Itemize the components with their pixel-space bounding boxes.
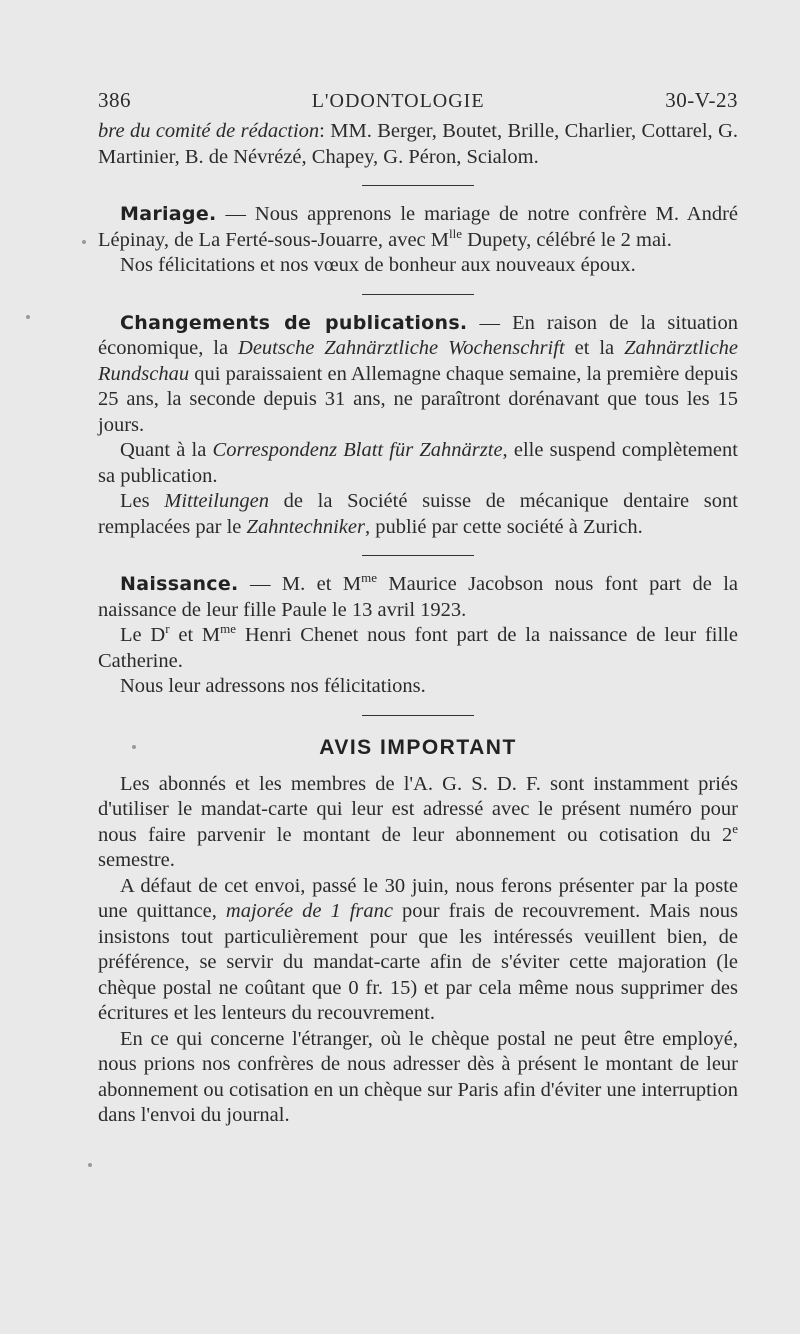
avis-paragraph-2: A défaut de cet envoi, passé le 30 juin, nous ferons présenter par la poste une quittance, majorée de 1 franc pour frais de recouvrement. Mais nous insistons tout particulièrement pour que les intéressés veuillent bien, de préférence, se servir du mandat-carte afin de s'éviter cette majoration (le chèque postal ne coûtant que 0 fr. 15) et par cela même nous supprimer des écritures et les lenteurs du recouvrement.: [98, 874, 739, 1024]
naissance-paragraph-2: Le $D^r$ et $M^{me}$ Henri Chenet nous font part de la naissance de leur fille Catherine.: [98, 621, 738, 672]
document-page: [98, 88, 738, 1129]
scan-speck: [26, 315, 30, 319]
divider: [362, 294, 474, 295]
changements-paragraph-3: Les Mitteilungen de la Société suisse de mécanique dentaire sont remplacées par le Zahntechniker, publié par cette société à Zurich.: [98, 490, 738, 538]
mariage-paragraph: Mariage. — Nous apprenons le mariage de notre confrère M. André Lépinay, de La Ferté-sous-Jouarre, avec $M^{lle}$ Dupety, célébré le 2 mai.: [98, 203, 738, 251]
scan-speck: [82, 240, 86, 244]
scan-speck: [132, 745, 136, 749]
divider: [362, 555, 474, 556]
avis-title: AVIS IMPORTANT: [319, 735, 517, 759]
naissance-heading: Naissance.: [120, 573, 239, 595]
mariage-heading: Mariage.: [120, 203, 217, 225]
page-number: 386: [98, 88, 131, 112]
naissance-paragraph-3: Nous leur adressons nos félicitations.: [120, 675, 426, 697]
issue-date: 30-V-23: [665, 88, 738, 112]
changements-paragraph: Changements de publications. — En raison de la situation économique, la Deutsche Zahnärztliche Wochenschrift et la Zahnärztliche Rundschau qui paraissaient en Allemagne chaque semaine, la première depuis 25 ans, la seconde depuis 31 ans, ne paraîtront dorénavant que tous les 15 jours.: [98, 311, 739, 436]
page-header: [98, 88, 738, 113]
changements-paragraph-2: Quant à la Correspondenz Blatt für Zahnärzte, elle suspend complètement sa publication.: [98, 439, 738, 487]
avis-paragraph-3: En ce qui concerne l'étranger, où le chèque postal ne peut être employé, nous prions nos confrères de nous adresser dès à présent le montant de leur abonnement ou cotisation en un chèque sur Paris afin d'éviter une interruption dans l'envoi du journal.: [98, 1027, 738, 1126]
intro-paragraph: bre du comité de rédaction: MM. Berger, Boutet, Brille, Charlier, Cottarel, G. Martinier, B. de Névrézé, Chapey, G. Péron, Scialom.: [98, 120, 738, 168]
divider: [362, 715, 474, 716]
changements-heading: Changements de publications.: [120, 311, 468, 334]
journal-title: L'ODONTOLOGIE: [311, 90, 485, 112]
scan-speck: [88, 1163, 92, 1167]
naissance-paragraph: Naissance. — M. et $M^{me}$ Maurice Jacobson nous font part de la naissance de leur fille Paule le 13 avril 1923.: [98, 570, 739, 621]
avis-paragraph-1: Les abonnés et les membres de l'A. G. S. D. F. sont instamment priés d'utiliser le mandat-carte qui leur est adressé avec le présent numéro pour nous faire parvenir le montant de leur abonnement ou cotisation du 2e semestre.: [98, 772, 738, 871]
divider: [362, 185, 474, 186]
mariage-paragraph-2: Nos félicitations et nos vœux de bonheur aux nouveaux époux.: [120, 254, 636, 276]
